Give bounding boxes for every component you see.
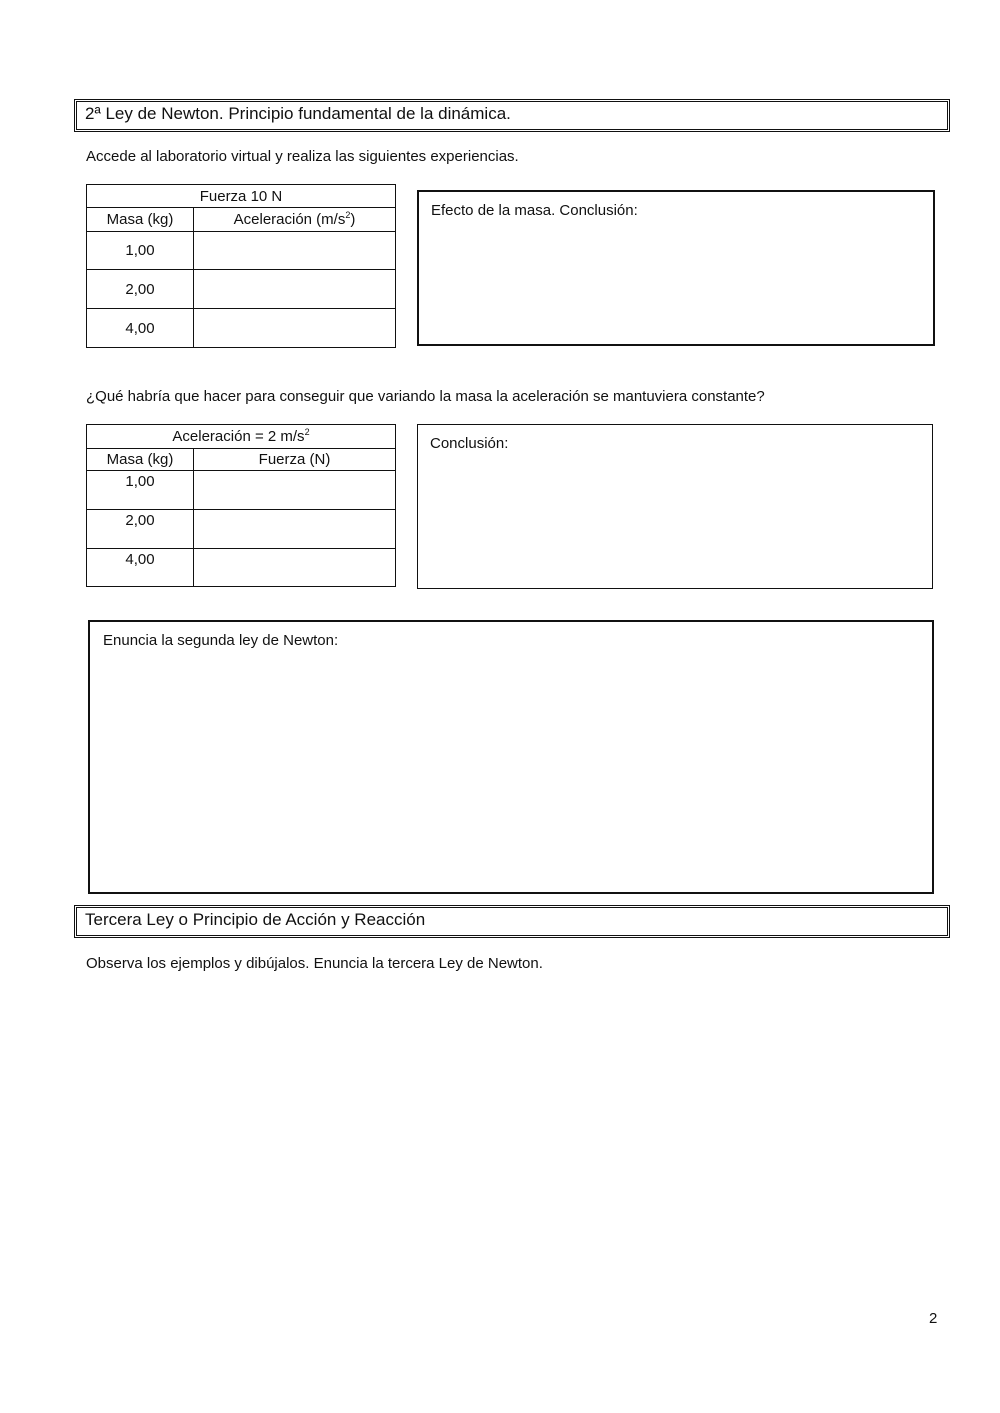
section-title-third-law — [74, 905, 950, 938]
force-cell[interactable] — [194, 549, 396, 587]
third-law-instructions: Observa los ejemplos y dibújalos. Enuncia la tercera Ley de Newton. — [86, 955, 543, 972]
column-header-force: Fuerza (N) — [194, 449, 396, 471]
table-row — [87, 471, 396, 510]
acceleration-cell[interactable] — [194, 270, 396, 309]
table-force-10n — [86, 184, 396, 348]
mass-effect-conclusion-box[interactable] — [417, 190, 935, 346]
acceleration-cell[interactable] — [194, 232, 396, 270]
column-header-acceleration: Aceleración $(m/s^2)$ — [194, 208, 396, 232]
force-input[interactable] — [194, 521, 395, 538]
conclusion-box[interactable] — [417, 424, 933, 589]
mass-value: 1,00 — [87, 232, 194, 270]
table-caption: Fuerza 10 N — [87, 185, 396, 208]
table-caption: Aceleración = 2 $m/s^2$ — [87, 425, 396, 449]
acceleration-cell[interactable] — [194, 309, 396, 348]
table-row — [87, 309, 396, 348]
table-row — [87, 232, 396, 270]
table-row — [87, 549, 396, 587]
second-law-statement-box[interactable] — [88, 620, 934, 894]
mass-value: 4,00 — [87, 549, 194, 587]
section-title-second-law — [74, 99, 950, 132]
section-title-text: 2ª Ley de Newton. Principio fundamental de la dinámica. — [85, 104, 511, 123]
mass-value: 4,00 — [87, 309, 194, 348]
acceleration-input[interactable] — [194, 242, 395, 259]
intro-text: Accede al laboratorio virtual y realiza las siguientes experiencias. — [86, 148, 519, 165]
column-header-mass: Masa (kg) — [87, 449, 194, 471]
question-text: ¿Qué habría que hacer para conseguir que variando la masa la aceleración se mantuviera constante? — [86, 388, 765, 405]
force-input[interactable] — [194, 559, 395, 576]
section-title-text: Tercera Ley o Principio de Acción y Reacción — [85, 910, 426, 929]
acceleration-input[interactable] — [194, 281, 395, 298]
force-cell[interactable] — [194, 510, 396, 549]
force-cell[interactable] — [194, 471, 396, 510]
table-row — [87, 270, 396, 309]
box-label: Conclusión: — [430, 435, 509, 452]
page-number: 2 — [929, 1310, 938, 1327]
acceleration-input[interactable] — [194, 320, 395, 337]
table-acceleration-2 — [86, 424, 396, 587]
column-header-mass: Masa (kg) — [87, 208, 194, 232]
box-label: Enuncia la segunda ley de Newton: — [103, 632, 339, 649]
mass-value: 2,00 — [87, 510, 194, 549]
mass-value: 1,00 — [87, 471, 194, 510]
table-row — [87, 510, 396, 549]
mass-value: 2,00 — [87, 270, 194, 309]
box-label: Efecto de la masa. Conclusión: — [431, 202, 638, 219]
force-input[interactable] — [194, 482, 395, 499]
